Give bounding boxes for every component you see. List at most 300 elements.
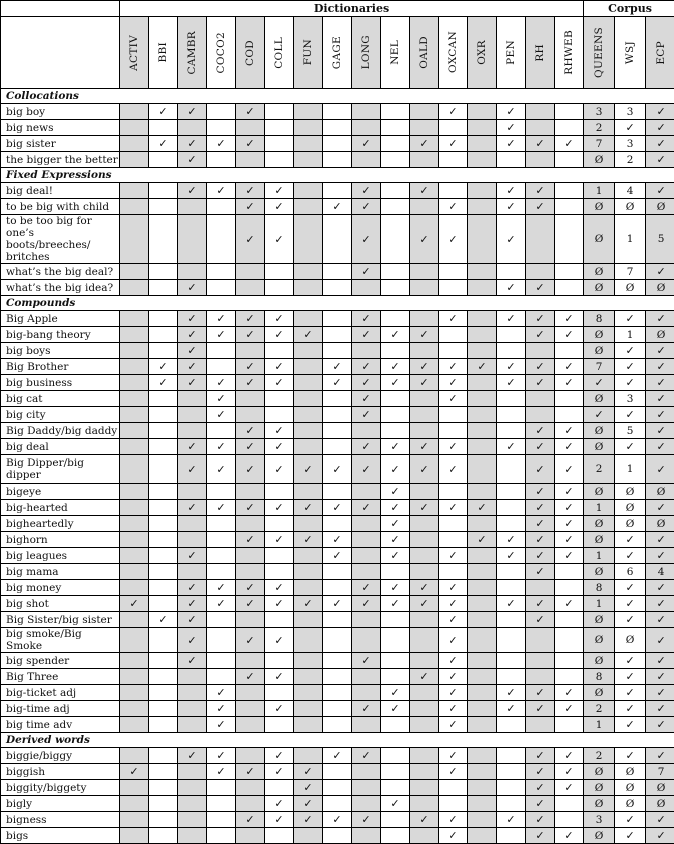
check-icon: ✓	[646, 343, 674, 359]
column-header-label: RHWEB	[563, 30, 575, 75]
empty-cell	[352, 152, 381, 168]
check-icon: ✓	[497, 685, 526, 701]
empty-cell	[149, 264, 178, 280]
empty-cell	[410, 423, 439, 439]
check-icon: ✓	[236, 375, 265, 391]
empty-cell	[178, 828, 207, 844]
check-icon: ✓	[439, 628, 468, 653]
empty-cell	[207, 280, 236, 296]
empty-cell	[178, 516, 207, 532]
empty-cell	[294, 516, 323, 532]
empty-cell	[497, 500, 526, 516]
empty-cell	[178, 215, 207, 264]
empty-cell	[497, 407, 526, 423]
check-icon: ✓	[646, 669, 674, 685]
check-icon: ✓	[646, 828, 674, 844]
empty-cell	[381, 748, 410, 764]
empty-cell	[294, 612, 323, 628]
empty-cell	[526, 104, 555, 120]
empty-cell	[323, 780, 352, 796]
check-icon: ✓	[615, 828, 646, 844]
check-icon: ✓	[178, 580, 207, 596]
empty-cell	[236, 264, 265, 280]
check-icon: ✓	[646, 439, 674, 455]
check-icon: ✓	[646, 701, 674, 717]
corpus-count: 1	[615, 327, 646, 343]
empty-cell	[381, 717, 410, 733]
empty-cell	[323, 423, 352, 439]
table-row	[1, 183, 674, 199]
corpus-count: Ø	[584, 516, 615, 532]
empty-cell	[236, 343, 265, 359]
empty-cell	[410, 516, 439, 532]
column-header-label: ACTIV	[128, 35, 140, 71]
empty-cell	[265, 104, 294, 120]
column-header-label: GAGE	[331, 36, 343, 69]
column-header-queens	[584, 17, 615, 89]
check-icon: ✓	[468, 500, 497, 516]
empty-cell	[410, 701, 439, 717]
check-icon: ✓	[646, 548, 674, 564]
check-icon: ✓	[439, 653, 468, 669]
empty-cell	[178, 532, 207, 548]
check-icon: ✓	[646, 500, 674, 516]
check-icon: ✓	[646, 104, 674, 120]
check-icon: ✓	[526, 280, 555, 296]
empty-cell	[149, 343, 178, 359]
check-icon: ✓	[294, 596, 323, 612]
empty-cell	[497, 764, 526, 780]
empty-cell	[149, 596, 178, 612]
column-header-label: BBI	[157, 42, 169, 62]
table-row	[1, 548, 674, 564]
check-icon: ✓	[646, 455, 674, 484]
check-icon: ✓	[646, 812, 674, 828]
check-icon: ✓	[236, 136, 265, 152]
empty-cell	[352, 685, 381, 701]
empty-cell	[236, 152, 265, 168]
empty-cell	[120, 375, 149, 391]
check-icon: ✓	[526, 375, 555, 391]
empty-cell	[555, 199, 584, 215]
empty-cell	[294, 136, 323, 152]
empty-cell	[323, 104, 352, 120]
check-icon: ✓	[497, 532, 526, 548]
corpus-count: Ø	[615, 780, 646, 796]
check-icon: ✓	[615, 580, 646, 596]
check-icon: ✓	[497, 136, 526, 152]
column-header-label: RH	[534, 44, 546, 62]
empty-cell	[120, 612, 149, 628]
empty-cell	[439, 280, 468, 296]
table-row	[1, 136, 674, 152]
check-icon: ✓	[352, 183, 381, 199]
empty-cell	[120, 264, 149, 280]
empty-cell	[207, 669, 236, 685]
empty-cell	[323, 136, 352, 152]
empty-cell	[265, 717, 294, 733]
corpus-count: Ø	[584, 215, 615, 264]
check-icon: ✓	[236, 359, 265, 375]
check-icon: ✓	[381, 359, 410, 375]
check-icon: ✓	[178, 612, 207, 628]
column-header-label: NEL	[389, 40, 401, 65]
empty-cell	[439, 532, 468, 548]
empty-cell	[294, 828, 323, 844]
check-icon: ✓	[178, 500, 207, 516]
empty-cell	[120, 311, 149, 327]
check-icon: ✓	[555, 828, 584, 844]
empty-cell	[149, 280, 178, 296]
empty-cell	[352, 532, 381, 548]
empty-cell	[207, 423, 236, 439]
corpus-count: 3	[615, 136, 646, 152]
empty-cell	[265, 264, 294, 280]
check-icon: ✓	[439, 828, 468, 844]
empty-cell	[352, 423, 381, 439]
row-label: what’s the big deal?	[1, 264, 120, 280]
empty-cell	[120, 701, 149, 717]
empty-cell	[120, 120, 149, 136]
check-icon: ✓	[236, 532, 265, 548]
row-label: bigheartedly	[1, 516, 120, 532]
check-icon: ✓	[646, 653, 674, 669]
check-icon: ✓	[265, 455, 294, 484]
empty-cell	[178, 796, 207, 812]
empty-cell	[120, 152, 149, 168]
check-icon: ✓	[178, 455, 207, 484]
empty-cell	[468, 264, 497, 280]
check-icon: ✓	[646, 311, 674, 327]
check-icon: ✓	[236, 215, 265, 264]
empty-cell	[120, 343, 149, 359]
empty-cell	[120, 748, 149, 764]
corpus-count: Ø	[615, 280, 646, 296]
empty-cell	[294, 564, 323, 580]
corpus-count: 1	[584, 548, 615, 564]
empty-cell	[265, 653, 294, 669]
check-icon: ✓	[497, 120, 526, 136]
check-icon: ✓	[265, 596, 294, 612]
empty-cell	[294, 375, 323, 391]
check-icon: ✓	[294, 796, 323, 812]
row-label: bigs	[1, 828, 120, 844]
empty-cell	[555, 152, 584, 168]
check-icon: ✓	[352, 439, 381, 455]
corpus-count: Ø	[584, 828, 615, 844]
check-icon: ✓	[236, 500, 265, 516]
check-icon: ✓	[323, 812, 352, 828]
row-label: the bigger the better	[1, 152, 120, 168]
corpus-count: Ø	[615, 199, 646, 215]
empty-cell	[323, 280, 352, 296]
check-icon: ✓	[323, 359, 352, 375]
check-icon: ✓	[410, 580, 439, 596]
check-icon: ✓	[178, 748, 207, 764]
empty-cell	[149, 500, 178, 516]
corpus-count: 2	[584, 748, 615, 764]
empty-cell	[526, 628, 555, 653]
empty-cell	[468, 484, 497, 500]
empty-cell	[381, 628, 410, 653]
table-row	[1, 764, 674, 780]
check-icon: ✓	[236, 628, 265, 653]
section-title: Collocations	[1, 89, 674, 104]
check-icon: ✓	[615, 717, 646, 733]
empty-cell	[265, 136, 294, 152]
empty-cell	[497, 580, 526, 596]
empty-cell	[236, 612, 265, 628]
check-icon: ✓	[207, 407, 236, 423]
empty-cell	[149, 828, 178, 844]
section-title: Fixed Expressions	[1, 168, 674, 183]
check-icon: ✓	[381, 701, 410, 717]
check-icon: ✓	[555, 596, 584, 612]
check-icon: ✓	[323, 500, 352, 516]
row-label: big cat	[1, 391, 120, 407]
column-header-label: QUEENS	[593, 27, 605, 78]
empty-cell	[207, 264, 236, 280]
corpus-count: 2	[584, 455, 615, 484]
empty-cell	[497, 669, 526, 685]
corpus-count: Ø	[584, 423, 615, 439]
empty-cell	[410, 548, 439, 564]
check-icon: ✓	[439, 669, 468, 685]
check-icon: ✓	[646, 717, 674, 733]
check-icon: ✓	[236, 199, 265, 215]
check-icon: ✓	[352, 748, 381, 764]
corpus-count: 3	[584, 104, 615, 120]
empty-cell	[497, 796, 526, 812]
row-label: big smoke/Big Smoke	[1, 628, 120, 653]
corpus-count: Ø	[584, 564, 615, 580]
empty-cell	[294, 717, 323, 733]
empty-cell	[410, 120, 439, 136]
check-icon: ✓	[323, 748, 352, 764]
check-icon: ✓	[207, 327, 236, 343]
empty-cell	[120, 653, 149, 669]
label-column-header	[1, 17, 120, 89]
empty-cell	[468, 455, 497, 484]
check-icon: ✓	[207, 596, 236, 612]
empty-cell	[149, 796, 178, 812]
check-icon: ✓	[646, 580, 674, 596]
empty-cell	[294, 701, 323, 717]
check-icon: ✓	[381, 484, 410, 500]
empty-cell	[149, 685, 178, 701]
empty-cell	[381, 828, 410, 844]
corpus-count: Ø	[615, 764, 646, 780]
empty-cell	[468, 199, 497, 215]
check-icon: ✓	[526, 780, 555, 796]
check-icon: ✓	[207, 375, 236, 391]
check-icon: ✓	[526, 564, 555, 580]
check-icon: ✓	[615, 596, 646, 612]
check-icon: ✓	[236, 439, 265, 455]
check-icon: ✓	[178, 136, 207, 152]
check-icon: ✓	[615, 701, 646, 717]
empty-cell	[381, 152, 410, 168]
check-icon: ✓	[615, 653, 646, 669]
check-icon: ✓	[265, 701, 294, 717]
corpus-count: 1	[584, 183, 615, 199]
check-icon: ✓	[555, 136, 584, 152]
empty-cell	[149, 701, 178, 717]
corpus-count: Ø	[584, 484, 615, 500]
empty-cell	[294, 484, 323, 500]
empty-cell	[381, 136, 410, 152]
empty-cell	[555, 120, 584, 136]
row-label: big boys	[1, 343, 120, 359]
empty-cell	[468, 548, 497, 564]
empty-cell	[178, 764, 207, 780]
column-header-bbi	[149, 17, 178, 89]
empty-cell	[410, 748, 439, 764]
check-icon: ✓	[646, 685, 674, 701]
row-label: to be too big for one’s boots/breeches/ britches	[1, 215, 120, 264]
empty-cell	[410, 407, 439, 423]
empty-cell	[381, 264, 410, 280]
row-label: Big Sister/big sister	[1, 612, 120, 628]
empty-cell	[120, 359, 149, 375]
check-icon: ✓	[439, 311, 468, 327]
empty-cell	[120, 327, 149, 343]
check-icon: ✓	[323, 199, 352, 215]
empty-cell	[439, 264, 468, 280]
row-label: big-bang theory	[1, 327, 120, 343]
empty-cell	[352, 764, 381, 780]
check-icon: ✓	[615, 407, 646, 423]
check-icon: ✓	[497, 183, 526, 199]
check-icon: ✓	[236, 596, 265, 612]
check-icon: ✓	[207, 391, 236, 407]
row-label: big leagues	[1, 548, 120, 564]
empty-cell	[149, 516, 178, 532]
empty-cell	[526, 669, 555, 685]
row-label: Big Three	[1, 669, 120, 685]
check-icon: ✓	[526, 701, 555, 717]
empty-cell	[410, 685, 439, 701]
empty-cell	[207, 628, 236, 653]
empty-cell	[294, 580, 323, 596]
table-row	[1, 500, 674, 516]
check-icon: ✓	[265, 500, 294, 516]
corpus-count: Ø	[584, 152, 615, 168]
check-icon: ✓	[526, 327, 555, 343]
empty-cell	[555, 564, 584, 580]
empty-cell	[120, 391, 149, 407]
table-row	[1, 215, 674, 264]
check-icon: ✓	[381, 796, 410, 812]
empty-cell	[236, 391, 265, 407]
check-icon: ✓	[207, 136, 236, 152]
check-icon: ✓	[439, 764, 468, 780]
check-icon: ✓	[120, 764, 149, 780]
empty-cell	[323, 215, 352, 264]
corpus-count: Ø	[646, 796, 674, 812]
check-icon: ✓	[526, 183, 555, 199]
check-icon: ✓	[323, 548, 352, 564]
empty-cell	[323, 717, 352, 733]
empty-cell	[439, 780, 468, 796]
empty-cell	[120, 136, 149, 152]
column-header-rh	[526, 17, 555, 89]
empty-cell	[410, 104, 439, 120]
empty-cell	[323, 152, 352, 168]
empty-cell	[555, 717, 584, 733]
check-icon: ✓	[497, 596, 526, 612]
table-row	[1, 343, 674, 359]
corpus-count: Ø	[584, 612, 615, 628]
check-icon: ✓	[615, 748, 646, 764]
check-icon: ✓	[497, 701, 526, 717]
empty-cell	[149, 120, 178, 136]
empty-cell	[555, 669, 584, 685]
table-row	[1, 580, 674, 596]
empty-cell	[410, 796, 439, 812]
empty-cell	[410, 343, 439, 359]
check-icon: ✓	[323, 596, 352, 612]
check-icon: ✓	[555, 439, 584, 455]
empty-cell	[120, 812, 149, 828]
check-icon: ✓	[381, 455, 410, 484]
check-icon: ✓	[615, 669, 646, 685]
check-icon: ✓	[439, 748, 468, 764]
corpus-count: 6	[615, 564, 646, 580]
empty-cell	[178, 199, 207, 215]
empty-cell	[323, 311, 352, 327]
check-icon: ✓	[410, 215, 439, 264]
column-header-label: COD	[244, 40, 256, 66]
empty-cell	[149, 780, 178, 796]
corpus-count: 7	[646, 764, 674, 780]
check-icon: ✓	[236, 423, 265, 439]
empty-cell	[468, 628, 497, 653]
corpus-count: 2	[584, 701, 615, 717]
empty-cell	[120, 828, 149, 844]
section-title: Derived words	[1, 733, 674, 748]
empty-cell	[352, 628, 381, 653]
check-icon: ✓	[265, 183, 294, 199]
row-label: big boy	[1, 104, 120, 120]
empty-cell	[555, 104, 584, 120]
empty-cell	[497, 612, 526, 628]
empty-cell	[410, 828, 439, 844]
empty-cell	[323, 685, 352, 701]
table-row	[1, 532, 674, 548]
empty-cell	[410, 717, 439, 733]
table-row	[1, 152, 674, 168]
empty-cell	[323, 612, 352, 628]
check-icon: ✓	[646, 359, 674, 375]
empty-cell	[497, 828, 526, 844]
empty-cell	[265, 685, 294, 701]
empty-cell	[207, 532, 236, 548]
empty-cell	[178, 407, 207, 423]
table-row	[1, 104, 674, 120]
corpus-count: 1	[615, 455, 646, 484]
column-header-long	[352, 17, 381, 89]
empty-cell	[149, 532, 178, 548]
corpus-count: Ø	[584, 439, 615, 455]
empty-cell	[468, 516, 497, 532]
check-icon: ✓	[526, 796, 555, 812]
check-icon: ✓	[352, 375, 381, 391]
check-icon: ✓	[265, 796, 294, 812]
empty-cell	[178, 701, 207, 717]
empty-cell	[468, 596, 497, 612]
check-icon: ✓	[149, 612, 178, 628]
